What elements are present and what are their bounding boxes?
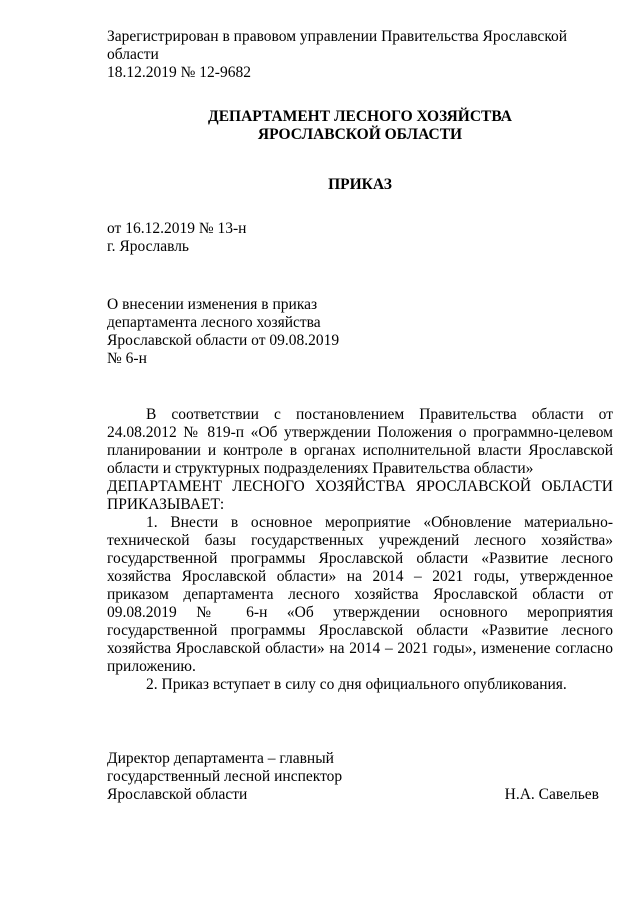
- signature-block: [107, 750, 613, 804]
- order-item-2: 2. Приказ вступает в силу со дня официального опубликования.: [146, 676, 567, 693]
- document-date-number: от 16.12.2019 № 13-н: [107, 220, 247, 237]
- order-item-1: 1. Внести в основное мероприятие «Обновление материально-технической базы государственных учреждений лесного хозяйства» государственной программы Ярославской области «Развитие лесного хозяйства Ярославской области» на 2014 – 2021 годы, утвержденное приказом департамента лесного хозяйства Ярославской области от 09.08.2019 № 6-н «Об утверждении основного мероприятия государственной программы Ярославской области «Развитие лесного хозяйства Ярославской области» на 2014 – 2021 годы», изменение согласно приложению.: [107, 514, 613, 675]
- document-subject: [107, 296, 613, 368]
- department-heading: [107, 108, 613, 144]
- preamble-paragraph: В соответствии с постановлением Правительства области от 24.08.2012 № 819-п «Об утверждении Положения о программно-целевом планировании и контроле в органах исполнительной власти Ярославской области и структурных подразделениях Правительства области»: [107, 406, 613, 477]
- signatory-title-line: Ярославской области: [107, 786, 248, 803]
- signatory-title-line: Директор департамента – главный: [107, 750, 334, 767]
- department-name-line1: ДЕПАРТАМЕНТ ЛЕСНОГО ХОЗЯЙСТВА: [208, 108, 512, 125]
- document-body: [107, 406, 613, 694]
- document-type: [107, 176, 613, 194]
- signature-row: [107, 786, 613, 804]
- department-name-line2: ЯРОСЛАВСКОЙ ОБЛАСТИ: [257, 126, 463, 143]
- registration-number: 18.12.2019 № 12-9682: [107, 64, 251, 81]
- subject-line: департамента лесного хозяйства: [107, 314, 321, 331]
- document-meta: [107, 220, 613, 256]
- orders-line: ПРИКАЗЫВАЕТ:: [107, 496, 225, 513]
- signatory-name: Н.А. Савельев: [504, 786, 599, 803]
- orders-line: ДЕПАРТАМЕНТ ЛЕСНОГО ХОЗЯЙСТВА ЯРОСЛАВСКОЙ ОБЛАСТИ: [107, 478, 613, 495]
- signatory-title-line: государственный лесной инспектор: [107, 768, 343, 785]
- subject-line: № 6-н: [107, 350, 147, 367]
- document-page: [107, 28, 613, 804]
- document-type-label: ПРИКАЗ: [328, 176, 392, 193]
- subject-line: О внесении изменения в приказ: [107, 296, 318, 313]
- registration-stamp: [107, 28, 613, 82]
- document-city: г. Ярославль: [107, 238, 189, 255]
- registration-line: Зарегистрирован в правовом управлении Правительства Ярославской области: [107, 28, 568, 63]
- subject-line: Ярославской области от 09.08.2019: [107, 332, 340, 349]
